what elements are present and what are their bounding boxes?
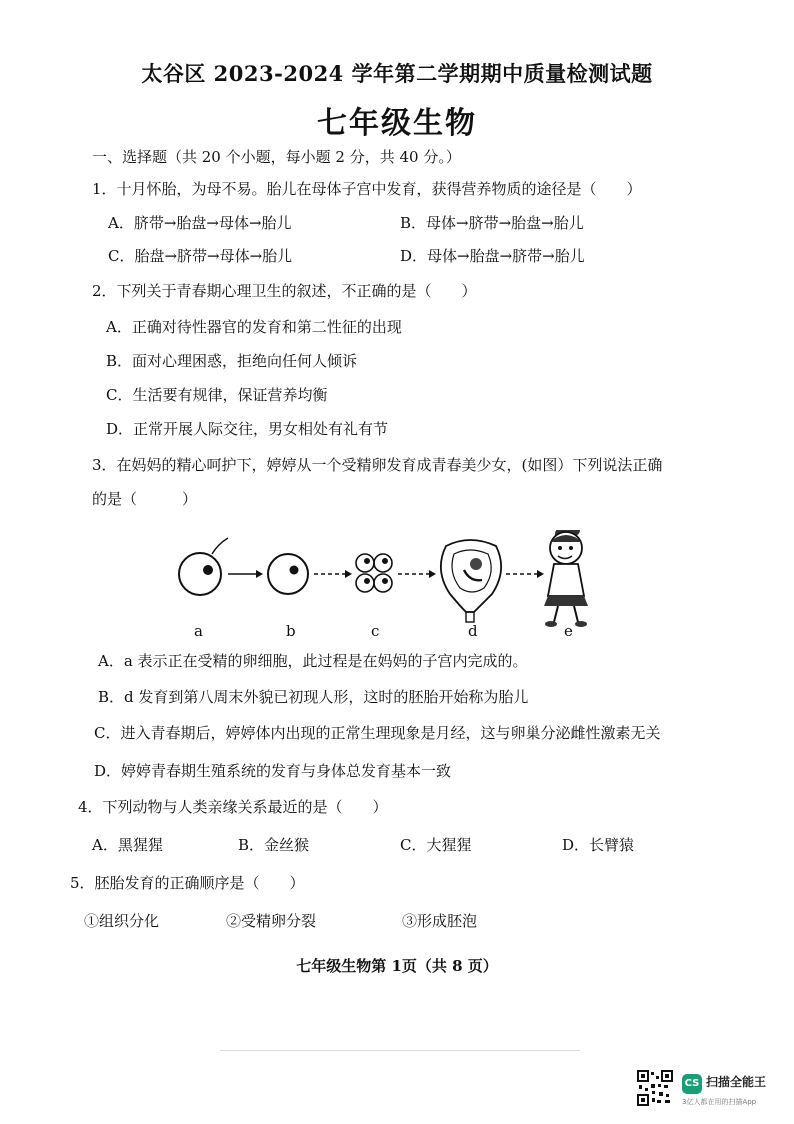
zygote-cell-icon: [268, 554, 308, 594]
question-5-option-1: ①组织分化: [84, 912, 160, 930]
exam-title: 太谷区 2023-2024 学年第二学期期中质量检测试题: [141, 61, 653, 86]
question-4-option-d: D．长臂猿: [562, 836, 635, 854]
question-4-option-b: B．金丝猴: [238, 836, 310, 854]
question-5-stem: 5．胚胎发育的正确顺序是（ ）: [70, 874, 305, 892]
figure-label-d: d: [468, 622, 478, 640]
question-3-option-c: C．进入青春期后，婷婷体内出现的正常生理现象是月经，这与卵巢分泌雌性激素无关: [94, 724, 661, 742]
question-2-option-d: D．正常开展人际交往，男女相处有礼有节: [106, 420, 389, 438]
fetus-in-uterus-icon: [441, 540, 501, 622]
fertilized-egg-cell-icon: [179, 538, 228, 595]
question-5-option-3: ③形成胚泡: [402, 912, 478, 930]
question-1-option-b: B．母体→脐带→胎盘→胎儿: [400, 214, 584, 232]
question-3-option-b: B．d 发育到第八周末外貌已初现人形，这时的胚胎开始称为胎儿: [98, 688, 529, 706]
question-1-option-c: C．胎盘→脐带→母体→胎儿: [108, 247, 293, 265]
question-3-option-a: A．a 表示正在受精的卵细胞，此过程是在妈妈的子宫内完成的。: [98, 652, 528, 670]
question-5-option-2: ②受精卵分裂: [226, 912, 317, 930]
question-3-stem-line2: 的是（ ）: [92, 490, 198, 508]
question-1-option-d: D．母体→胎盘→脐带→胎儿: [400, 247, 585, 265]
question-2-option-a: A．正确对待性器官的发育和第二性征的出现: [106, 318, 402, 336]
figure-label-c: c: [371, 622, 380, 640]
question-1-stem: 1．十月怀胎，为母不易。胎儿在母体子宫中发育，获得营养物质的途径是（ ）: [92, 180, 642, 198]
question-2-option-c: C．生活要有规律，保证营养均衡: [106, 386, 328, 404]
question-3-stem-line1: 3．在妈妈的精心呵护下，婷婷从一个受精卵发育成青春美少女，(如图）下列说法正确: [92, 456, 663, 474]
exam-subtitle: 七年级生物: [317, 106, 477, 141]
page-footer: 七年级生物第 1页（共 8 页）: [296, 957, 498, 975]
question-4-option-a: A．黑猩猩: [92, 836, 163, 854]
question-2-option-b: B．面对心理困惑，拒绝向任何人倾诉: [106, 352, 358, 370]
scan-edge-line: [220, 1050, 580, 1051]
girl-cartoon-icon: [544, 530, 588, 627]
camscanner-logo-icon: CS: [682, 1074, 702, 1094]
figure-label-a: a: [194, 622, 203, 640]
figure-label-b: b: [286, 622, 296, 640]
question-3-option-d: D．婷婷青春期生殖系统的发育与身体总发育基本一致: [94, 762, 452, 780]
question-2-stem: 2．下列关于青春期心理卫生的叙述，不正确的是（ ）: [92, 282, 477, 300]
scanner-tagline: 3亿人都在用的扫描App: [682, 1098, 757, 1106]
question-1-option-a: A．脐带→胎盘→母体→胎儿: [108, 214, 292, 232]
embryo-development-figure: [170, 530, 610, 630]
question-4-option-c: C．大猩猩: [400, 836, 472, 854]
qr-code-icon: [637, 1070, 673, 1106]
scanner-brand-name: 扫描全能王: [706, 1075, 767, 1089]
section-heading: 一、选择题（共 20 个小题，每小题 2 分，共 40 分。）: [92, 148, 461, 166]
figure-label-e: e: [564, 622, 573, 640]
cell-cluster-icon: [356, 554, 392, 592]
question-4-stem: 4．下列动物与人类亲缘关系最近的是（ ）: [78, 798, 388, 816]
